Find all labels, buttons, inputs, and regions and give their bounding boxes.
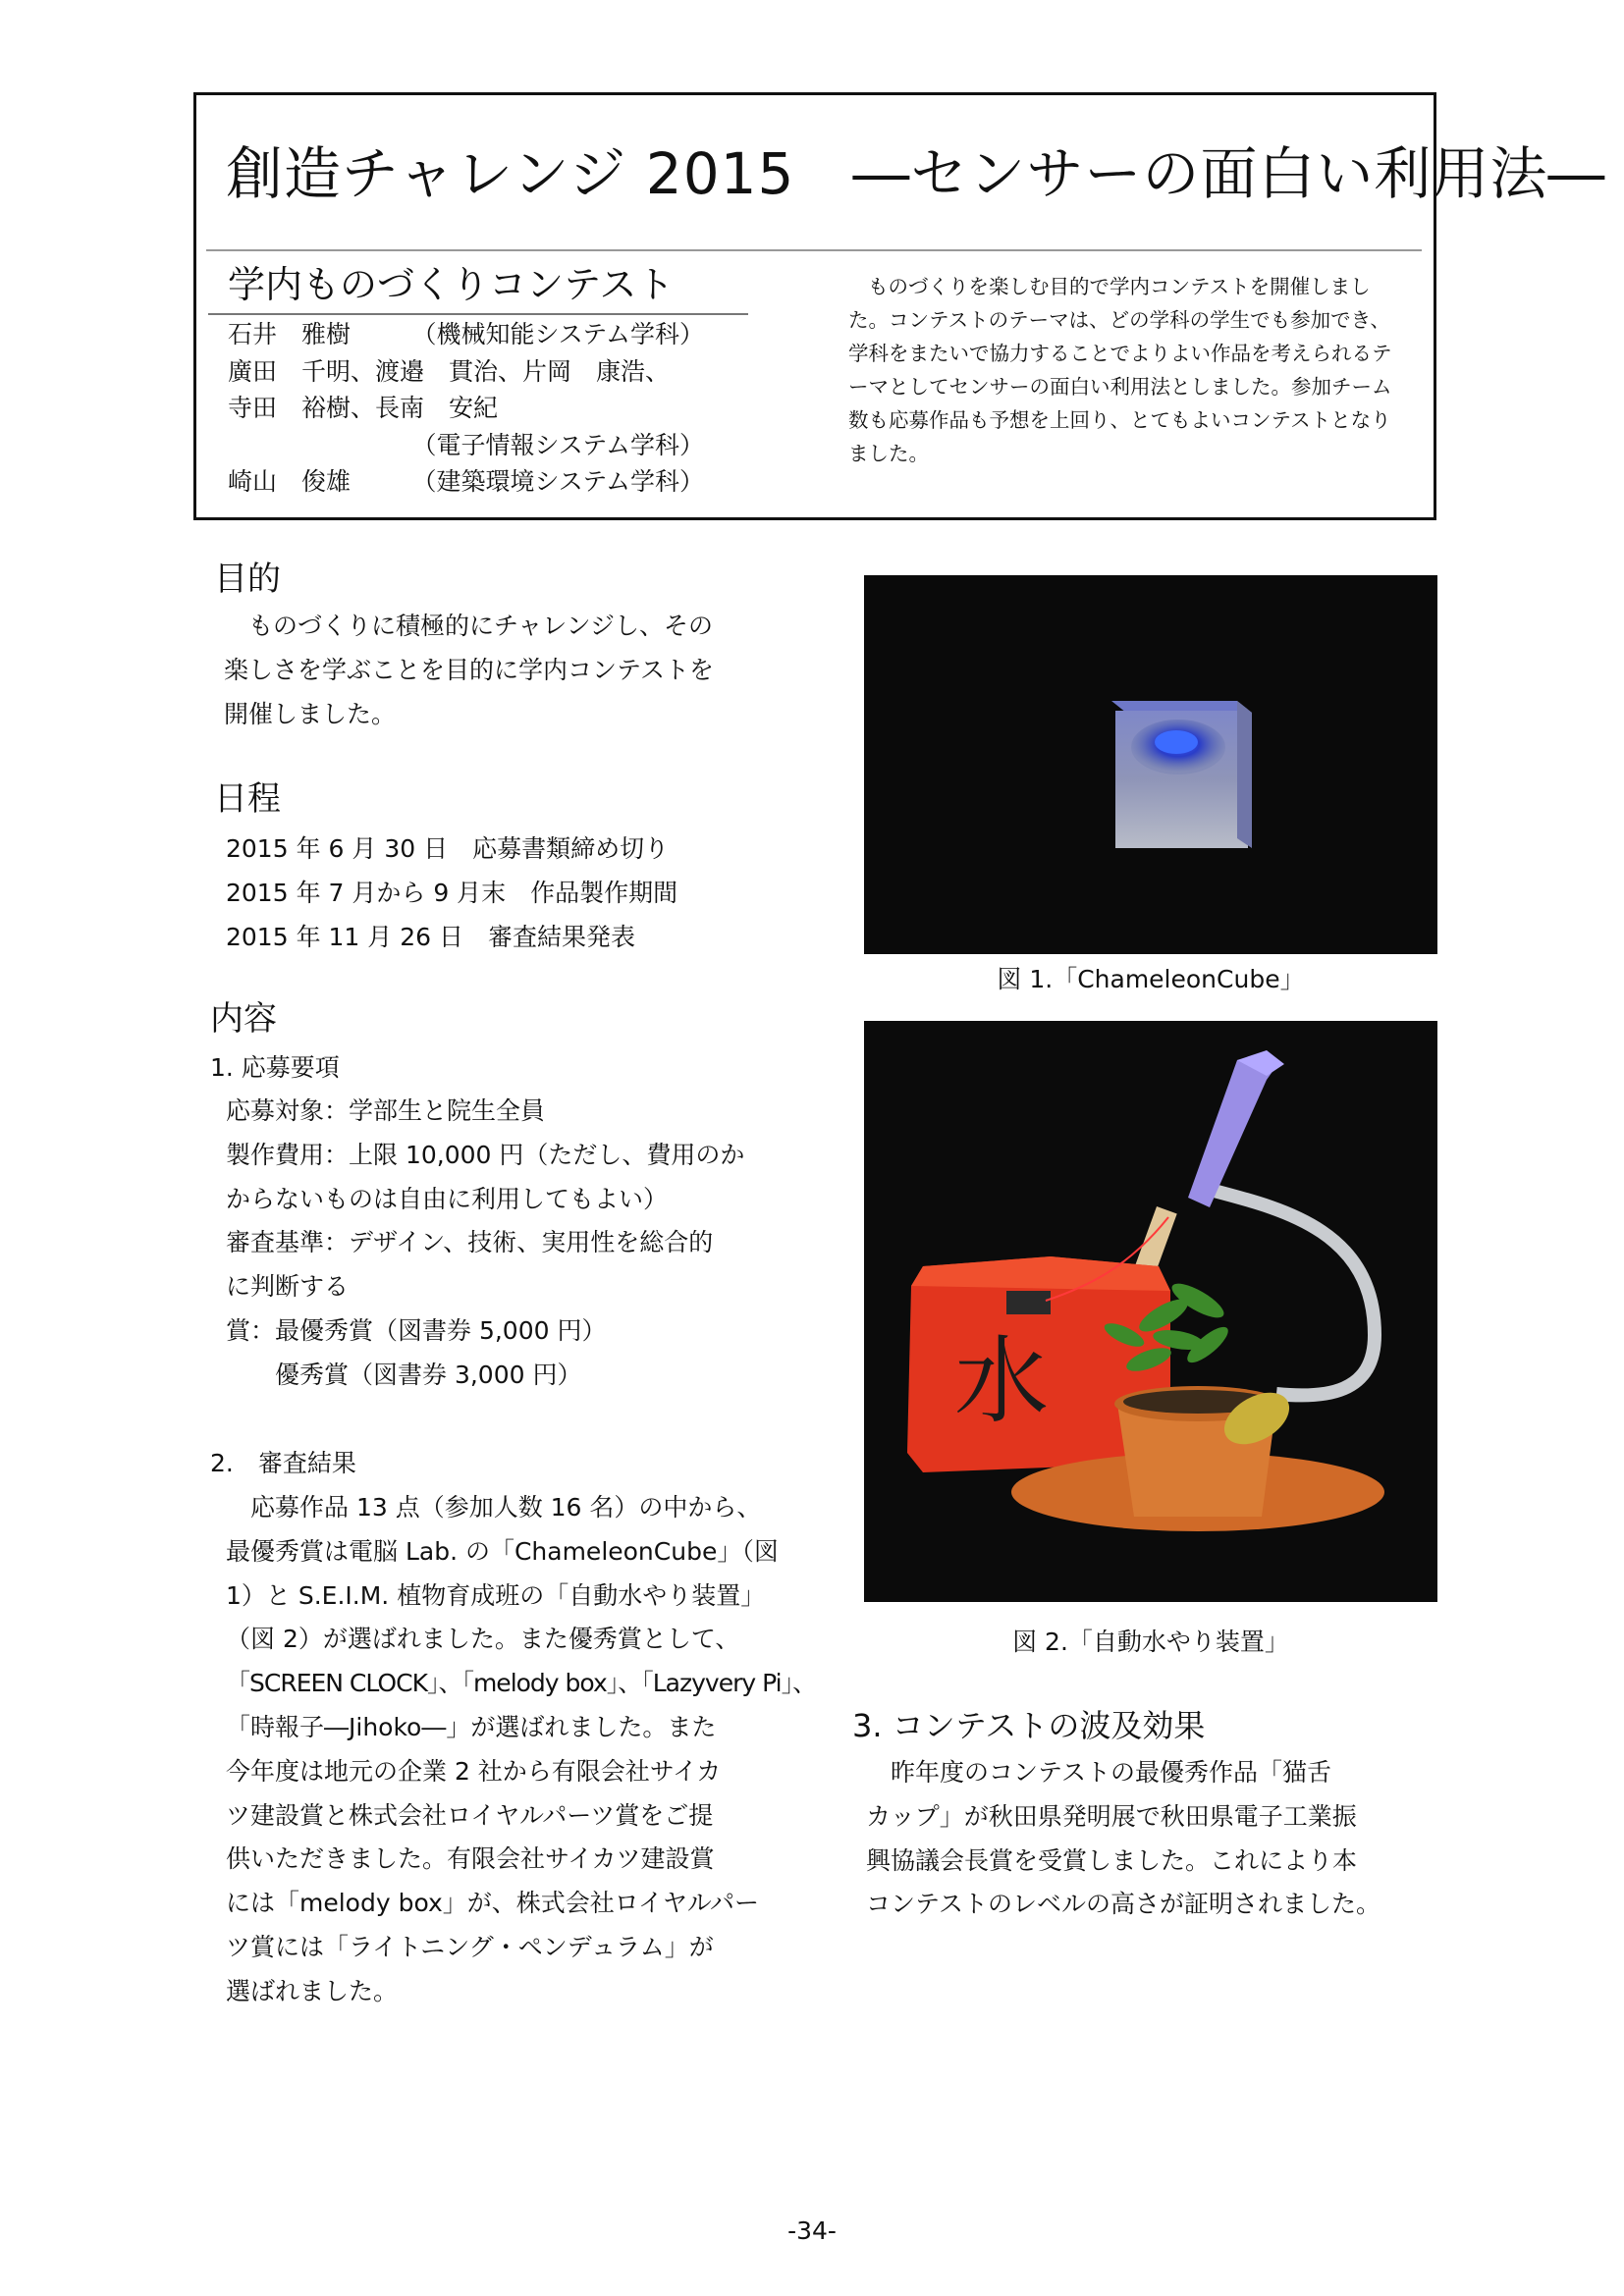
body-line: 選ばれました。 [226,1976,399,2005]
figure2-caption: 図 2.「自動水やり装置」 [1012,1628,1289,1656]
schedule-item: 2015 年 7 月から 9 月末 作品製作期間 [226,878,678,907]
body-line: 供いただきました。有限会社サイカツ建設賞 [226,1844,715,1874]
purpose-heading: 目的 [214,560,281,599]
chameleon-cube-illustration [864,575,1437,954]
body-line: 興協議会長賞を受賞しました。これにより本 [866,1845,1358,1875]
body-line: からないものは自由に利用してもよい） [226,1184,669,1213]
schedule-list [226,828,815,959]
summary-text: ものづくりを楽しむ目的で学内コンテストを開催しました。コンテストのテーマは、どの学科の学生でも参加でき、学科をまたいで協力することでよりよい作品を考えられるテーマとしてセンサーの面白い利用法としました。参加チーム数も応募作品も予想を上回り、とてもよいコンテストとなりました。 [848,275,1392,465]
body-line: 賞：最優秀賞（図書券 5,000 円） [226,1315,607,1345]
purpose-body [224,605,813,736]
section1-title: 1. 応募要項 [210,1053,340,1082]
body-line: に判断する [226,1272,350,1302]
body-line: 応募作品 13 点（参加人数 16 名）の中から、 [226,1493,762,1522]
page-title: 創造チャレンジ 2015 ―センサーの面白い利用法― [226,140,1606,207]
body-line: （図 2）が選ばれました。また優秀賞として、 [226,1625,740,1654]
body-line: カップ」が秋田県発明展で秋田県電子工業振 [866,1801,1357,1831]
body-line: 1）と S.E.I.M. 植物育成班の「自動水やり装置」 [226,1580,766,1610]
body-line: 応募対象：学部生と院生全員 [226,1096,546,1125]
body-line: ツ建設賞と株式会社ロイヤルパーツ賞をご提 [226,1800,714,1830]
author-line: 崎山 俊雄 （建築環境システム学科） [228,467,705,496]
body-line: 最優秀賞は電脳 Lab. の「ChameleonCube」（図 [226,1536,779,1566]
body-line: 昨年度のコンテストの最優秀作品「猫舌 [866,1758,1332,1787]
author-line: 廣田 千明、渡邉 貫治、片岡 康浩、 [228,356,671,386]
body-line: ものづくりに積極的にチャレンジし、その [224,612,714,640]
body-line: ツ賞には「ライトニング・ペンデュラム」が [226,1932,714,1961]
body-line: 審査基準：デザイン、技術、実用性を総合的 [226,1228,714,1257]
section2-title: 2. 審査結果 [210,1449,356,1477]
author-line: 寺田 裕樹、長南 安紀 [228,394,499,422]
body-line: 楽しさを学ぶことを目的に学内コンテストを [224,655,715,684]
contents-heading: 内容 [210,999,277,1039]
body-line: コンテストのレベルの高さが証明されました。 [866,1890,1381,1919]
schedule-item: 2015 年 11 月 26 日 審査結果発表 [226,922,635,951]
tank-label: 水 [954,1326,1049,1436]
section2-body [226,1486,835,2014]
body-line: 「時報子―Jihoko―」が選ばれました。また [226,1712,717,1741]
auto-watering-illustration [864,1021,1437,1602]
author-line: （電子情報システム学科） [228,430,705,459]
figure1-caption: 図 1.「ChameleonCube」 [997,965,1305,993]
section1-body [226,1090,815,1398]
author-list [228,316,778,501]
section3-body [866,1751,1455,1927]
body-line: 今年度は地元の企業 2 社から有限会社サイカ [226,1756,722,1786]
section3-title: 3. コンテストの波及効果 [852,1707,1206,1744]
body-line: 開催しました。 [224,699,397,728]
title-divider [206,249,1422,251]
schedule-item: 2015 年 6 月 30 日 応募書類締め切り [226,834,670,863]
subtitle-divider [208,313,748,315]
body-line: 「SCREEN CLOCK」、「melody box」、「Lazyvery Pi」、 [226,1669,817,1698]
schedule-heading: 日程 [214,779,281,819]
subtitle: 学内ものづくりコンテスト [228,263,675,306]
author-line: 石井 雅樹 （機械知能システム学科） [228,320,705,348]
body-line: には「melody box」が、株式会社ロイヤルパー [226,1889,760,1918]
body-line: 優秀賞（図書券 3,000 円） [226,1360,582,1389]
figure-auto-watering-device [864,1021,1437,1602]
page-number: -34- [787,2216,837,2245]
body-line: 製作費用：上限 10,000 円（ただし、費用のか [226,1140,745,1169]
figure-chameleon-cube [864,575,1437,954]
